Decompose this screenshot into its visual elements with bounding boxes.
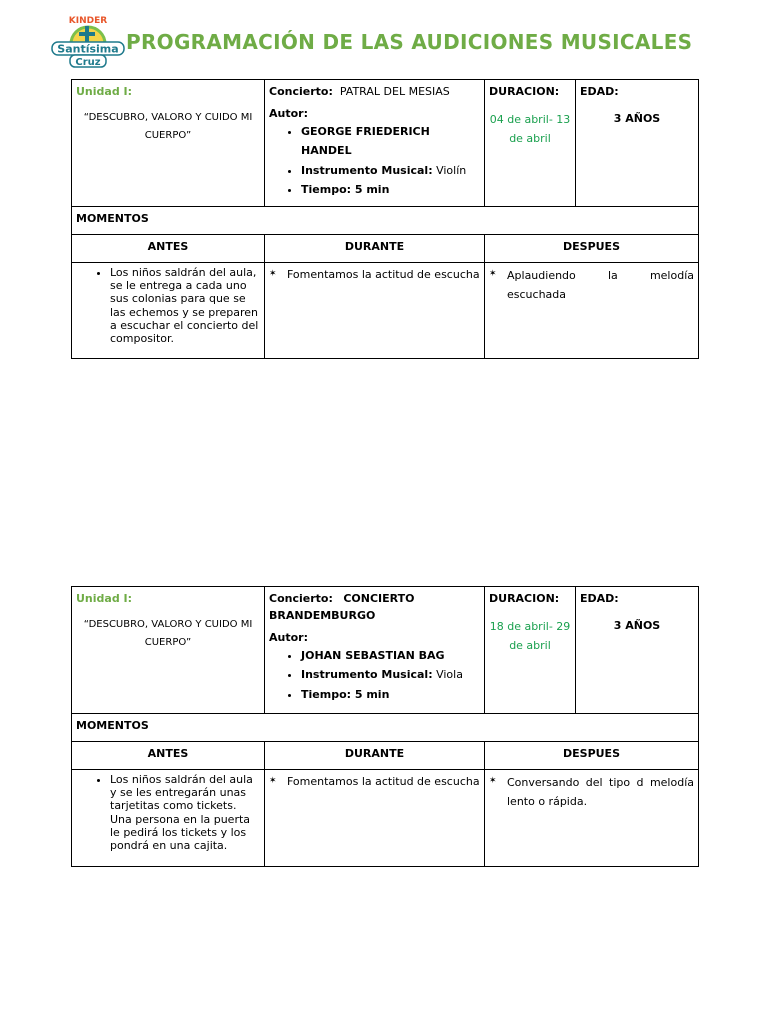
instrumento-value: Viola bbox=[436, 668, 463, 682]
antes-cell bbox=[72, 770, 265, 867]
concierto-cell bbox=[265, 587, 485, 714]
despues-cell bbox=[485, 770, 699, 867]
despues-text: Conversando del tipo d melodía lento o rápida. bbox=[507, 776, 694, 809]
edad-label: EDAD: bbox=[580, 592, 619, 605]
duracion-label: DURACION: bbox=[489, 85, 560, 98]
tiempo-item: • Tiempo: 5 min bbox=[301, 180, 480, 199]
despues-cell bbox=[485, 263, 699, 359]
antes-header: ANTES bbox=[72, 742, 265, 770]
edad-cell bbox=[576, 80, 699, 207]
duracion-value: 04 de abril- 13 de abril bbox=[489, 113, 571, 146]
durante-header: DURANTE bbox=[265, 742, 485, 770]
unidad-text: “DESCUBRO, VALORO Y CUIDO MI CUERPO” bbox=[83, 619, 253, 648]
momentos-row: MOMENTOS bbox=[72, 714, 699, 742]
unidad-text: “DESCUBRO, VALORO Y CUIDO MI CUERPO” bbox=[83, 112, 253, 141]
concierto-name: CONCIERTO BRANDEMBURGO bbox=[269, 592, 415, 623]
durante-cell bbox=[265, 770, 485, 867]
unidad-cell bbox=[72, 587, 265, 714]
despues-header: DESPUES bbox=[485, 235, 699, 263]
concierto-cell bbox=[265, 80, 485, 207]
instrumento-value: Violín bbox=[436, 163, 467, 177]
durante-text: Fomentamos la actitud de escucha bbox=[287, 775, 480, 788]
duracion-label: DURACION: bbox=[489, 592, 560, 605]
durante-text: Fomentamos la actitud de escucha bbox=[287, 268, 480, 281]
antes-text: • Los niños saldrán del aula, se le entrega a cada uno sus colonias para que se las echemos y se preparen a escuchar el concierto del compositor. bbox=[110, 266, 260, 345]
duracion-cell bbox=[485, 80, 576, 207]
logo-kinder-text: KINDER bbox=[68, 16, 108, 26]
antes-cell bbox=[72, 263, 265, 359]
momentos-row: MOMENTOS bbox=[72, 207, 699, 235]
edad-value: 3 AÑOS bbox=[613, 619, 661, 633]
autor-list bbox=[269, 122, 480, 199]
kinder-santisima-cruz-logo bbox=[50, 14, 126, 70]
autor-list bbox=[269, 646, 480, 704]
unidad-label: Unidad I: bbox=[76, 85, 133, 98]
durante-header: DURANTE bbox=[265, 235, 485, 263]
edad-cell bbox=[576, 587, 699, 714]
program-table-2 bbox=[71, 586, 699, 867]
concierto-label: Concierto: bbox=[269, 592, 333, 605]
instrumento-item: • Instrumento Musical: Violín bbox=[301, 161, 480, 180]
antes-header: ANTES bbox=[72, 235, 265, 263]
star-bullet-icon: ✶ bbox=[489, 269, 497, 279]
unidad-cell bbox=[72, 80, 265, 207]
despues-text: Aplaudiendo la melodía escuchada bbox=[507, 269, 694, 302]
logo-sub-text: Cruz bbox=[75, 57, 101, 68]
autor-name: • JOHAN SEBASTIAN BAG bbox=[301, 646, 480, 665]
edad-value: 3 AÑOS bbox=[613, 112, 661, 126]
star-bullet-icon: ✶ bbox=[269, 269, 277, 279]
durante-cell bbox=[265, 263, 485, 359]
despues-header: DESPUES bbox=[485, 742, 699, 770]
antes-text: • Los niños saldrán del aula y se les entregarán unas tarjetitas como tickets. Una persona en la puerta le pedirá los tickets y los pondrá en una cajita. bbox=[110, 773, 260, 852]
unidad-label: Unidad I: bbox=[76, 592, 133, 605]
duracion-cell bbox=[485, 587, 576, 714]
autor-label: Autor: bbox=[269, 107, 308, 121]
star-bullet-icon: ✶ bbox=[269, 776, 277, 786]
page-title: PROGRAMACIÓN DE LAS AUDICIONES MUSICALES bbox=[126, 30, 693, 54]
logo-main-text: Santísima bbox=[57, 42, 119, 56]
edad-label: EDAD: bbox=[580, 85, 619, 98]
duracion-value: 18 de abril- 29 de abril bbox=[489, 620, 571, 653]
autor-name: • GEORGE FRIEDERICH HANDEL bbox=[301, 122, 480, 161]
concierto-label: Concierto: bbox=[269, 85, 333, 98]
autor-label: Autor: bbox=[269, 631, 308, 645]
tiempo-item: • Tiempo: 5 min bbox=[301, 685, 480, 704]
instrumento-item: • Instrumento Musical: Viola bbox=[301, 665, 480, 684]
program-table-1 bbox=[71, 79, 699, 359]
star-bullet-icon: ✶ bbox=[489, 776, 497, 786]
concierto-name: PATRAL DEL MESIAS bbox=[339, 85, 450, 98]
